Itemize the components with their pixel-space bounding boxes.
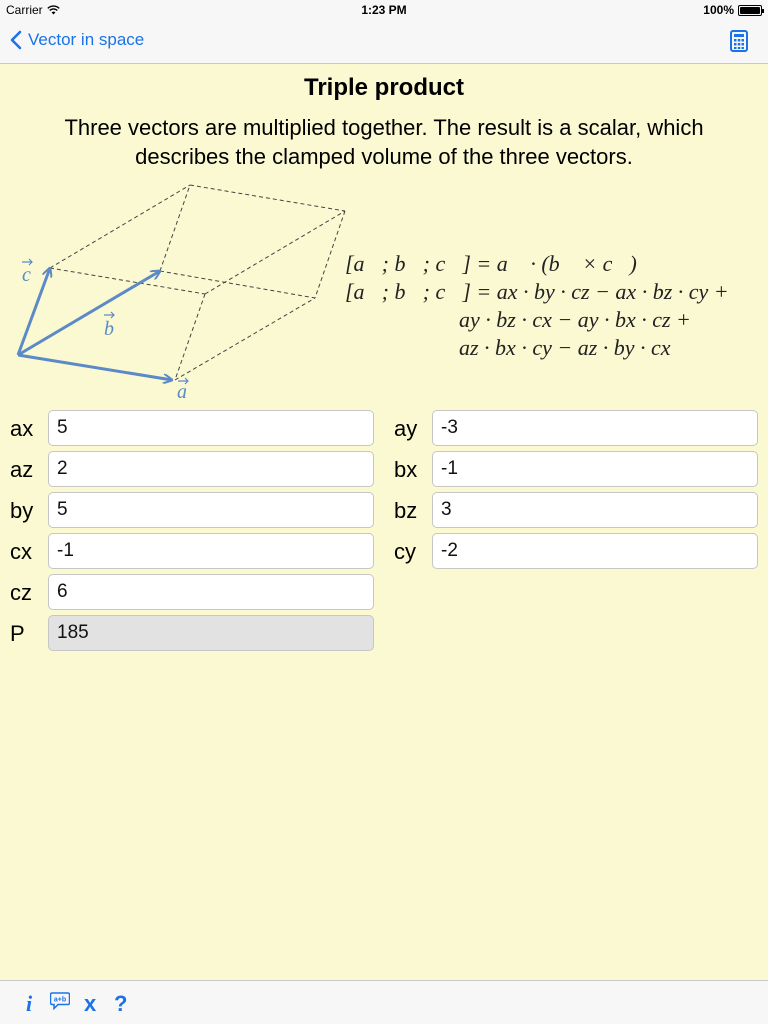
page-title: Triple product <box>303 74 464 101</box>
cy-input[interactable]: -2 <box>432 533 758 569</box>
bz-label: bz <box>394 498 418 523</box>
description <box>0 113 768 171</box>
vector-c-label: c <box>22 264 31 286</box>
az-input[interactable]: 2 <box>48 451 374 487</box>
bz-input[interactable]: 3 <box>432 492 758 528</box>
status-bar <box>0 0 768 20</box>
box-edges <box>50 185 345 380</box>
formula <box>345 250 765 362</box>
cz-label: cz <box>10 580 32 605</box>
by-input[interactable]: 5 <box>48 492 374 528</box>
battery-percent: 100% <box>703 3 734 17</box>
vector-b-label: b <box>104 318 114 340</box>
parallelepiped-diagram <box>0 180 350 405</box>
carrier-label: Carrier <box>6 3 43 17</box>
formula-line-3: ay · bz · cx − ay · bx · cz + <box>459 307 691 332</box>
vector-b-arrow <box>18 271 160 355</box>
cz-input[interactable]: 6 <box>48 574 374 610</box>
navigation-bar <box>0 20 768 64</box>
ay-input[interactable]: -3 <box>432 410 758 446</box>
bx-input[interactable]: -1 <box>432 451 758 487</box>
description-line-2: describes the clamped volume of the three vectors. <box>135 144 633 169</box>
formula-line-2: [a⃗; b⃗; c⃗] = ax · by · cz − ax · bz · cy + <box>345 279 729 304</box>
keyboard-input-badge: a+b <box>53 996 67 1004</box>
ay-label: ay <box>394 416 418 441</box>
p-label: P <box>10 621 25 646</box>
cx-label: cx <box>10 539 32 564</box>
bottom-toolbar <box>0 980 768 1024</box>
bx-label: bx <box>394 457 418 482</box>
formula-line-1: [a⃗; b⃗; c⃗] = a⃗ · (b⃗ × c⃗) <box>345 251 637 276</box>
description-line-1: Three vectors are multiplied together. The result is a scalar, which <box>64 115 704 140</box>
vector-a-label: a <box>177 381 187 403</box>
vector-a-arrow <box>18 355 172 380</box>
battery-indicator <box>703 3 762 17</box>
calculator-icon[interactable] <box>730 30 748 52</box>
clock: 1:23 PM <box>361 3 407 17</box>
az-label: az <box>10 457 34 482</box>
cy-label: cy <box>394 539 416 564</box>
clear-button[interactable]: x <box>84 991 97 1016</box>
formula-line-4: az · bx · cy − az · by · cx <box>459 335 671 360</box>
help-button[interactable]: ? <box>114 991 128 1016</box>
p-result: 185 <box>48 615 374 651</box>
keyboard-input-icon[interactable] <box>50 992 70 1010</box>
back-button[interactable] <box>10 30 144 50</box>
ax-input[interactable]: 5 <box>48 410 374 446</box>
ax-label: ax <box>10 416 34 441</box>
chevron-left-icon <box>10 30 22 50</box>
battery-icon <box>738 5 762 16</box>
info-button[interactable]: i <box>26 991 33 1016</box>
back-button-label: Vector in space <box>28 30 145 49</box>
cx-input[interactable]: -1 <box>48 533 374 569</box>
by-label: by <box>10 498 34 523</box>
